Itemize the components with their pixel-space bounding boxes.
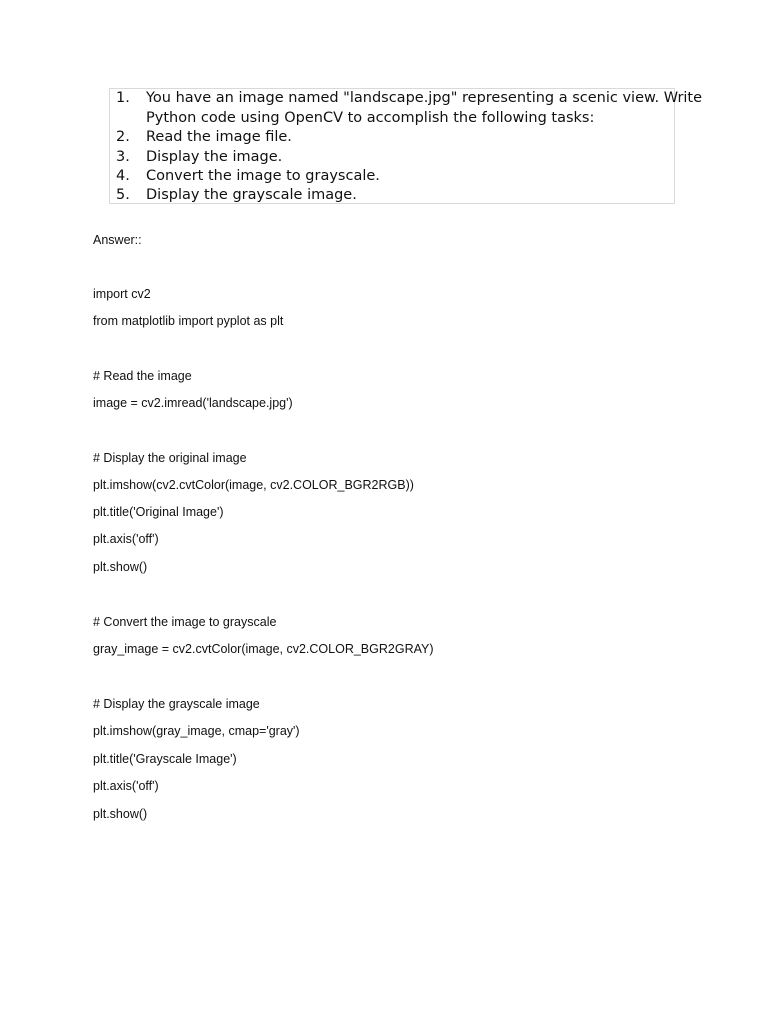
code-line: from matplotlib import pyplot as plt	[93, 314, 284, 328]
code-comment: # Display the original image	[93, 451, 247, 465]
code-line: plt.title('Grayscale Image')	[93, 752, 237, 766]
code-line: plt.title('Original Image')	[93, 505, 224, 519]
code-line: plt.show()	[93, 807, 148, 821]
question-text: Display the grayscale image.	[146, 187, 357, 203]
code-comment: # Convert the image to grayscale	[93, 615, 277, 629]
question-number: 4.	[116, 168, 130, 184]
question-text: Read the image file.	[146, 129, 292, 145]
question-number: 3.	[116, 148, 130, 165]
question-text: Convert the image to grayscale.	[146, 168, 380, 184]
question-text-line-2: Python code using OpenCV to accomplish the following tasks:	[146, 109, 595, 126]
code-line: import cv2	[93, 287, 151, 301]
code-line: plt.imshow(gray_image, cmap='gray')	[93, 724, 300, 738]
question-number: 2.	[116, 129, 130, 145]
question-list	[109, 88, 703, 204]
code-line: plt.show()	[93, 560, 148, 574]
code-line: plt.axis('off')	[93, 779, 159, 793]
code-line: plt.axis('off')	[93, 532, 159, 546]
question-text: Display the image.	[146, 148, 283, 165]
code-comment: # Read the image	[93, 369, 192, 383]
question-text-line-1: You have an image named "landscape.jpg" representing a scenic view. Write	[146, 90, 703, 106]
answer-label: Answer::	[93, 233, 142, 247]
question-number: 1.	[116, 90, 130, 106]
code-line: image = cv2.imread('landscape.jpg')	[93, 396, 293, 410]
code-line: plt.imshow(cv2.cvtColor(image, cv2.COLOR_BGR2RGB))	[93, 478, 414, 492]
code-line: gray_image = cv2.cvtColor(image, cv2.COLOR_BGR2GRAY)	[93, 642, 434, 656]
code-comment: # Display the grayscale image	[93, 697, 260, 711]
question-number: 5.	[116, 187, 130, 203]
